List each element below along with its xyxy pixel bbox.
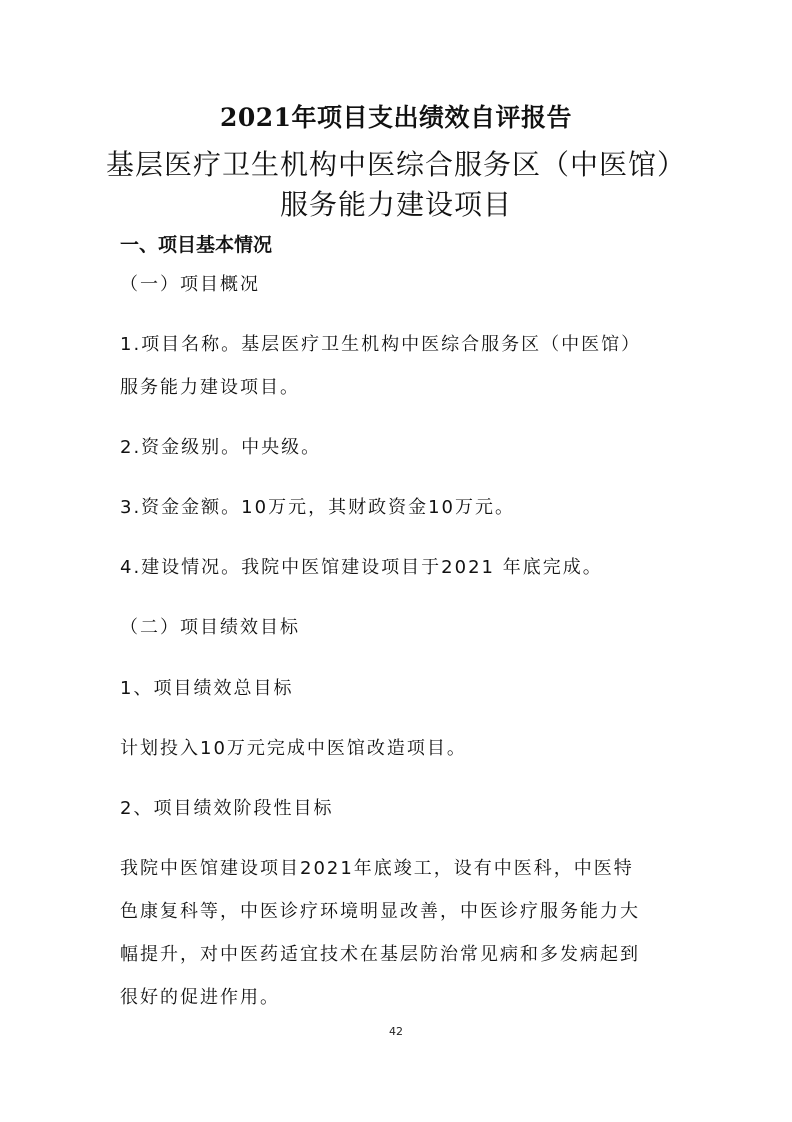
section-heading-basic-info: 一、项目基本情况 — [120, 234, 273, 256]
project-title-line2: 服务能力建设项目 — [279, 188, 512, 221]
goal-stage-line4: 很好的促进作用。 — [120, 987, 280, 1008]
goal-stage-line2: 色康复科等，中医诊疗环境明显改善，中医诊疗服务能力大 — [120, 901, 640, 922]
page-number: 42 — [389, 1025, 403, 1038]
goal-stage-line3: 幅提升，对中医药适宜技术在基层防治常见病和多发病起到 — [120, 944, 640, 965]
report-title: 2021年项目支出绩效自评报告 — [219, 103, 573, 132]
item-project-name-line1: 1.项目名称。基层医疗卫生机构中医综合服务区（中医馆） — [120, 334, 642, 355]
goal-stage-line1: 我院中医馆建设项目2021年底竣工，设有中医科，中医特 — [120, 858, 634, 879]
item-project-name-line2: 服务能力建设项目。 — [120, 377, 300, 398]
goal-overall-heading: 1、项目绩效总目标 — [120, 678, 294, 699]
subsection-heading-overview: （一）项目概况 — [120, 274, 260, 295]
goal-stage-heading: 2、项目绩效阶段性目标 — [120, 798, 334, 819]
item-fund-level: 2.资金级别。中央级。 — [120, 437, 322, 458]
subsection-heading-goals: （二）项目绩效目标 — [120, 617, 300, 638]
goal-overall-text: 计划投入10万元完成中医馆改造项目。 — [120, 738, 467, 759]
project-title-line1: 基层医疗卫生机构中医综合服务区（中医馆） — [105, 148, 686, 181]
item-fund-amount: 3.资金金额。10万元，其财政资金10万元。 — [120, 497, 515, 518]
item-construction-status: 4.建设情况。我院中医馆建设项目于2021 年底完成。 — [120, 557, 603, 578]
